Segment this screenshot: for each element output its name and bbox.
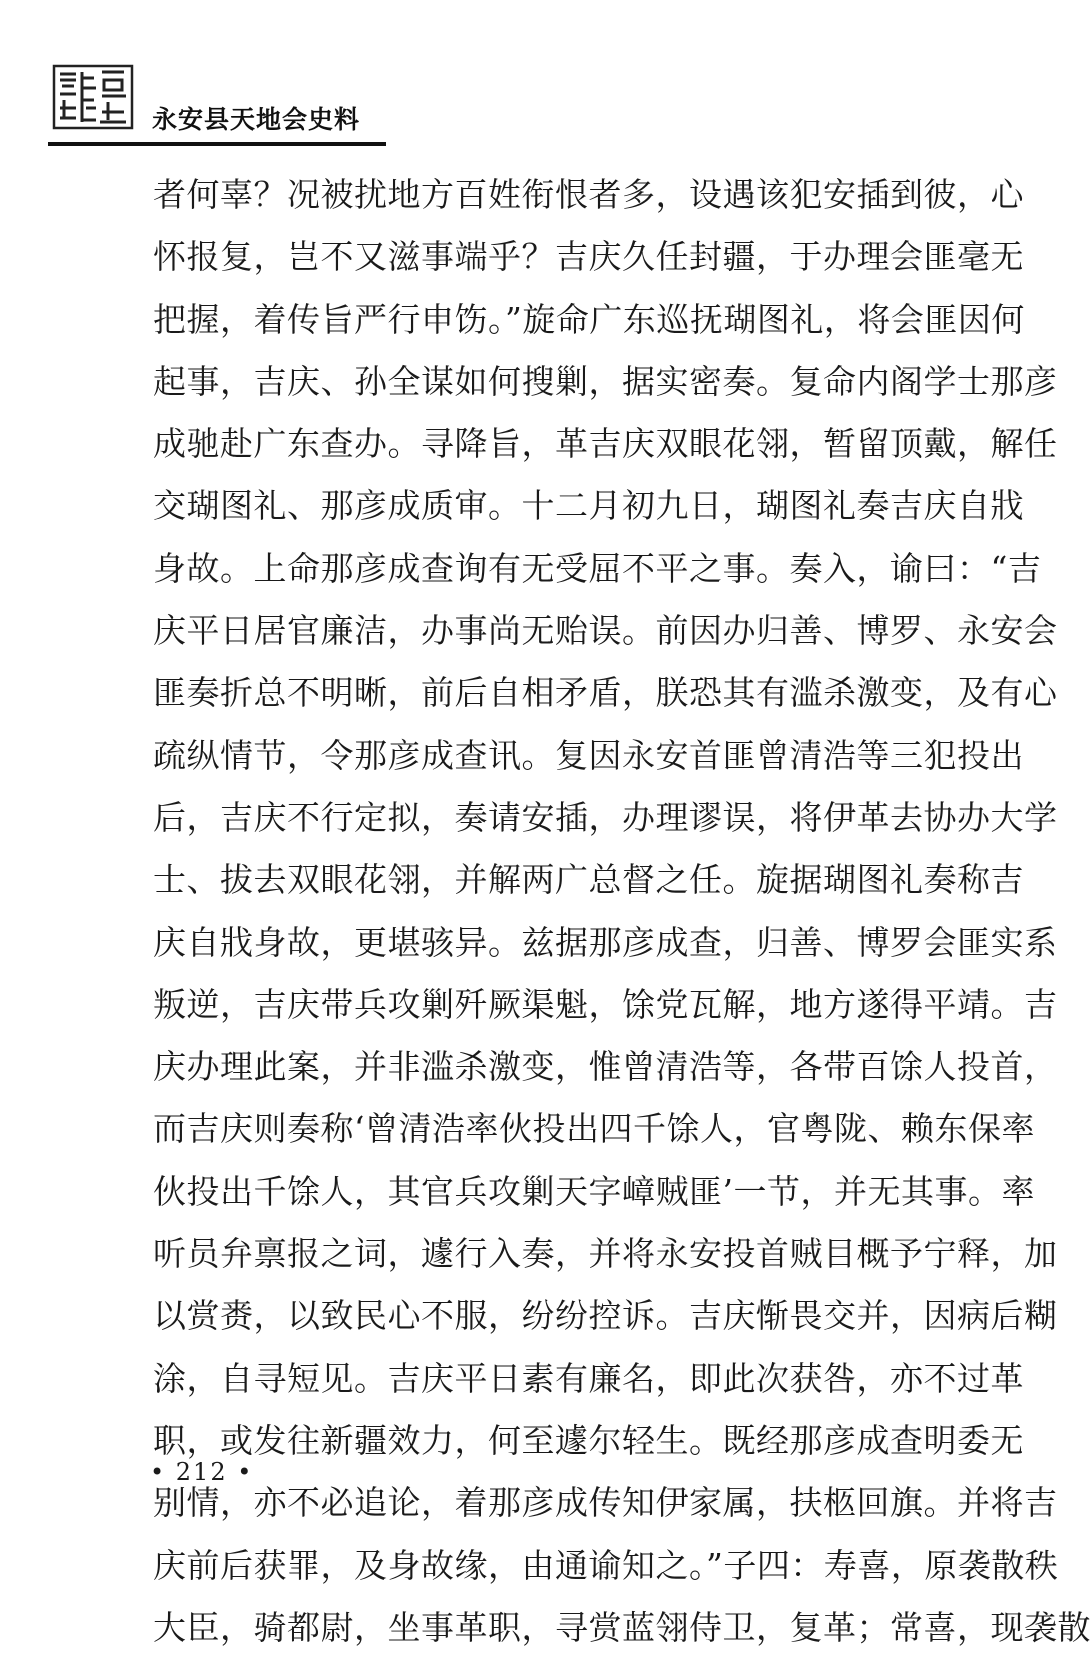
text-line: 身故。上命那彦成查询有无受屈不平之事。奏入，谕曰：“吉 xyxy=(153,548,1042,588)
text-line: 庆自戕身故，更堪骇异。兹据那彦成查，归善、博罗会匪实系 xyxy=(153,922,1058,962)
text-line: 把握，着传旨严行申饬。”旋命广东巡抚瑚图礼，将会匪因何 xyxy=(153,299,1025,339)
text-line: 听员弁禀报之词，遽行入奏，并将永安投首贼目概予宁释，加 xyxy=(153,1234,1058,1274)
text-line: 涂，自寻短见。吉庆平日素有廉名，即此次获咎，亦不过革 xyxy=(153,1358,1024,1398)
text-line: 士、拔去双眼花翎，并解两广总督之任。旋据瑚图礼奏称吉 xyxy=(153,860,1024,900)
text-line: 庆办理此案，并非滥杀激变，惟曾清浩等，各带百馀人投首， xyxy=(153,1047,1058,1087)
book-title: 永安县天地会史料 xyxy=(152,105,361,134)
text-line: 者何辜？况被扰地方百姓衔恨者多，设遇该犯安插到彼，心 xyxy=(153,175,1024,214)
text-line: 匪奏折总不明晰，前后自相矛盾，朕恐其有滥杀激变，及有心 xyxy=(153,673,1058,713)
body-text xyxy=(153,164,1091,1659)
text-line: 伙投出千馀人，其官兵攻剿天字嶂贼匪’一节，并无其事。率 xyxy=(153,1171,1035,1211)
page-number: • 212 • xyxy=(150,1458,254,1486)
text-line: 大臣，骑都尉，坐事革职，寻赏蓝翎侍卫，复革；常喜，现袭散 xyxy=(153,1607,1091,1647)
text-line: 职，或发往新疆效力，何至遽尔轻生。既经那彦成查明委无 xyxy=(153,1420,1024,1460)
text-line: 怀报复，岂不又滋事端乎？吉庆久任封疆，于办理会匪毫无 xyxy=(153,237,1024,277)
text-line: 叛逆，吉庆带兵攻剿歼厥渠魁，馀党瓦解，地方遂得平靖。吉 xyxy=(153,984,1058,1024)
text-line: 以赏赉，以致民心不服，纷纷控诉。吉庆惭畏交并，因病后糊 xyxy=(153,1296,1058,1336)
text-line: 交瑚图礼、那彦成质审。十二月初九日，瑚图礼奏吉庆自戕 xyxy=(153,486,1024,526)
text-line: 庆前后获罪，及身故缘，由通谕知之。”子四：寿喜，原袭散秩 xyxy=(153,1545,1059,1585)
page-header xyxy=(0,0,1049,160)
text-line: 别情，亦不必追论，着那彦成传知伊家属，扶柩回旗。并将吉 xyxy=(153,1483,1058,1523)
text-line: 起事，吉庆、孙全谋如何搜剿，据实密奏。复命内阁学士那彦 xyxy=(153,361,1058,401)
text-line: 而吉庆则奏称‘曾清浩率伙投出四千馀人，官粤陇、赖东保率 xyxy=(153,1109,1035,1149)
text-line: 疏纵情节，令那彦成查讯。复因永安首匪曾清浩等三犯投出 xyxy=(153,735,1024,775)
seal-stamp-icon xyxy=(52,64,134,130)
header-rule xyxy=(48,142,386,146)
text-line: 后，吉庆不行定拟，奏请安插，办理谬误，将伊革去协办大学 xyxy=(153,797,1058,837)
text-line: 成驰赴广东查办。寻降旨，革吉庆双眼花翎，暂留顶戴，解任 xyxy=(153,424,1058,464)
text-line: 庆平日居官廉洁，办事尚无贻误。前因办归善、博罗、永安会 xyxy=(153,611,1058,651)
